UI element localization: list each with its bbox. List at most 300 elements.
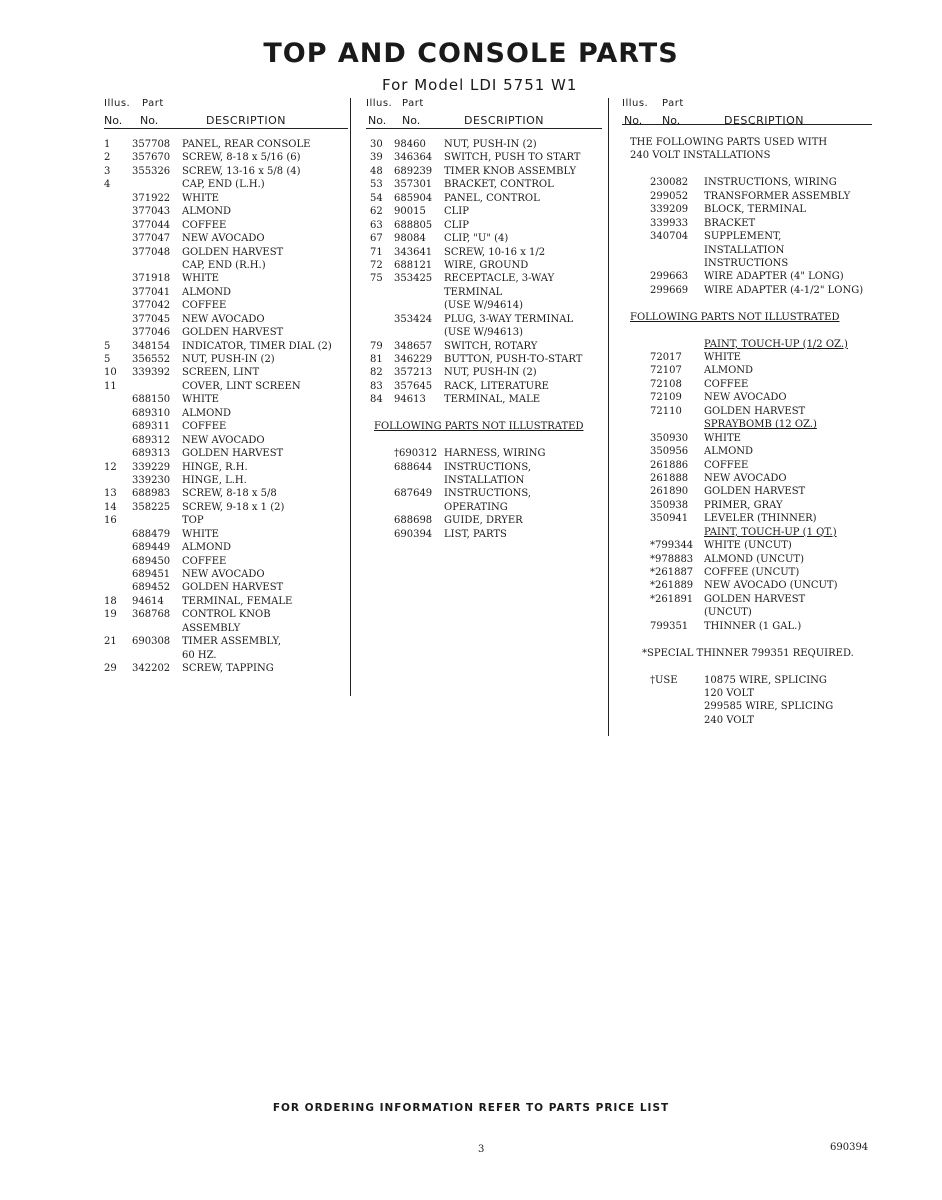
part-description: SPRAYBOMB (12 OZ.)	[704, 419, 817, 431]
part-number: 339392	[132, 367, 171, 379]
header-rule	[622, 124, 872, 125]
parts-row	[104, 259, 348, 272]
parts-row	[622, 244, 872, 257]
part-description: 10875 WIRE, SPLICING	[704, 674, 827, 686]
parts-row	[366, 514, 602, 527]
part-number: 339229	[132, 461, 171, 473]
parts-row	[366, 299, 602, 312]
illus-no-header: No.	[104, 114, 123, 127]
part-number: 339209	[650, 204, 689, 216]
part-description: COFFEE	[182, 555, 227, 567]
part-description: GOLDEN HARVEST	[704, 405, 806, 417]
part-number: 72107	[650, 365, 682, 377]
column-divider	[608, 98, 609, 736]
part-number: 357708	[132, 139, 171, 150]
part-number: 355326	[132, 165, 171, 177]
part-description: WIRE ADAPTER (4" LONG)	[704, 271, 844, 283]
part-description: BRACKET	[704, 217, 756, 229]
parts-row	[622, 324, 872, 337]
part-header: Part	[662, 98, 684, 109]
parts-list	[104, 138, 348, 676]
parts-row	[366, 340, 602, 353]
part-description: ASSEMBLY	[182, 622, 241, 634]
parts-row	[104, 178, 348, 191]
illus-number: 10	[104, 367, 117, 379]
parts-row	[366, 138, 602, 151]
part-number: 261890	[650, 486, 689, 498]
parts-row	[366, 165, 602, 178]
parts-row	[622, 351, 872, 364]
part-description: PRIMER, GRAY	[704, 499, 783, 511]
part-number: 357645	[394, 380, 433, 392]
parts-row	[622, 284, 872, 297]
part-number: 688150	[132, 394, 171, 406]
illus-number: 84	[370, 394, 383, 406]
part-description: CAP, END (L.H.)	[182, 179, 265, 191]
part-description: TRANSFORMER ASSEMBLY	[704, 190, 851, 202]
part-number: 348657	[394, 340, 433, 352]
parts-row	[104, 420, 348, 433]
part-number: 348154	[132, 340, 171, 352]
part-description: CLIP	[444, 219, 469, 231]
part-description: ALMOND	[182, 206, 232, 218]
parts-row	[622, 606, 872, 619]
parts-row	[622, 620, 872, 633]
part-description: CLIP	[444, 206, 469, 218]
illus-number: 62	[370, 206, 383, 218]
part-description: GOLDEN HARVEST	[182, 448, 284, 460]
parts-row	[366, 313, 602, 326]
parts-row	[622, 485, 872, 498]
parts-row	[366, 461, 602, 474]
parts-row	[622, 647, 872, 660]
part-number: 357213	[394, 367, 433, 379]
part-description: PLUG, 3-WAY TERMINAL	[444, 313, 574, 325]
part-number: 685904	[394, 192, 433, 204]
part-description: WIRE ADAPTER (4-1/2" LONG)	[704, 284, 864, 296]
parts-row	[622, 297, 872, 310]
part-number: 299052	[650, 190, 689, 202]
parts-row	[366, 366, 602, 379]
parts-list	[366, 138, 602, 541]
document-number: 690394	[830, 1142, 869, 1153]
illus-number: 14	[104, 501, 117, 513]
part-description: INSTRUCTIONS,	[444, 461, 532, 473]
part-number: 90015	[394, 206, 426, 218]
illus-header: Illus.	[622, 98, 649, 109]
part-number: 299663	[650, 271, 689, 283]
parts-row	[622, 432, 872, 445]
parts-row	[104, 555, 348, 568]
part-number: 94614	[132, 595, 164, 607]
part-number: *261891	[650, 593, 694, 605]
part-description: BUTTON, PUSH-TO-START	[444, 354, 583, 365]
part-number: 689449	[132, 542, 171, 554]
part-number: 230082	[650, 177, 689, 189]
part-number: *978883	[650, 553, 694, 565]
part-description: INDICATOR, TIMER DIAL (2)	[182, 340, 332, 352]
section-note: FOLLOWING PARTS NOT ILLUSTRATED	[374, 421, 584, 433]
part-description: (USE W/94614)	[444, 300, 524, 312]
part-description: TERMINAL	[444, 286, 503, 298]
part-number: 688805	[394, 219, 433, 231]
part-description: GUIDE, DRYER	[444, 515, 523, 527]
part-description: ALMOND	[182, 542, 232, 554]
page-title: TOP AND CONSOLE PARTS	[263, 38, 679, 69]
parts-row	[104, 635, 348, 648]
parts-row	[104, 487, 348, 500]
part-number: 688479	[132, 528, 171, 540]
part-number: 72110	[650, 405, 682, 417]
part-description: COFFEE	[182, 421, 227, 433]
parts-row	[622, 687, 872, 700]
part-description: NUT, PUSH-IN (2)	[182, 354, 275, 365]
part-description: COFFEE (UNCUT)	[704, 567, 800, 578]
part-number: *261889	[650, 580, 694, 592]
ordering-footer: FOR ORDERING INFORMATION REFER TO PARTS PRICE LIST	[272, 1102, 670, 1114]
part-description: 60 HZ.	[182, 649, 217, 661]
part-description: PAINT, TOUCH-UP (1 QT.)	[704, 526, 837, 538]
part-description: WHITE	[182, 273, 219, 285]
section-note: *SPECIAL THINNER 799351 REQUIRED.	[642, 647, 854, 659]
parts-row	[104, 581, 348, 594]
part-description: WHITE	[182, 192, 219, 204]
illus-number: 29	[104, 663, 117, 675]
part-description: CONTROL KNOB	[182, 609, 271, 621]
part-description: WIRE, GROUND	[444, 259, 529, 271]
column-header	[622, 98, 872, 130]
part-number: 261888	[650, 472, 689, 484]
part-description: NEW AVOCADO (UNCUT)	[704, 580, 838, 592]
part-number: 98084	[394, 233, 426, 245]
parts-row	[622, 499, 872, 512]
part-description: INSTRUCTIONS, WIRING	[704, 177, 837, 189]
part-description: NUT, PUSH-IN (2)	[444, 139, 537, 150]
part-description: HINGE, R.H.	[182, 461, 248, 473]
parts-row	[104, 165, 348, 178]
parts-column-3	[622, 98, 872, 727]
parts-row	[104, 662, 348, 675]
parts-row	[104, 649, 348, 662]
part-number: 350956	[650, 446, 689, 458]
part-number: 689311	[132, 421, 171, 433]
parts-row	[622, 190, 872, 203]
section-note: THE FOLLOWING PARTS USED WITH	[630, 137, 828, 148]
part-description: GOLDEN HARVEST	[182, 582, 284, 594]
parts-row	[104, 528, 348, 541]
part-description: NEW AVOCADO	[182, 434, 265, 446]
part-number: 350930	[650, 432, 689, 444]
parts-row	[104, 353, 348, 366]
parts-row	[104, 205, 348, 218]
part-description: COFFEE	[182, 219, 227, 231]
part-description: LIST, PARTS	[444, 528, 507, 540]
illus-number: 79	[370, 340, 383, 352]
part-number: 72017	[650, 352, 682, 363]
parts-row	[104, 272, 348, 285]
parts-row	[622, 257, 872, 270]
parts-row	[104, 286, 348, 299]
part-description: OPERATING	[444, 501, 508, 513]
page-number: 3	[478, 1144, 485, 1155]
parts-row	[622, 405, 872, 418]
part-number: 358225	[132, 501, 171, 513]
parts-row	[366, 246, 602, 259]
part-description: SUPPLEMENT,	[704, 231, 782, 243]
parts-row	[104, 138, 348, 151]
part-number: 689452	[132, 582, 171, 594]
part-number: 72109	[650, 392, 682, 404]
part-number: 690308	[132, 636, 171, 648]
part-description: SWITCH, ROTARY	[444, 340, 538, 352]
parts-row	[366, 528, 602, 541]
header-rule	[104, 128, 348, 129]
part-number: *799344	[650, 540, 694, 552]
part-number: 690394	[394, 528, 433, 540]
part-description: 120 VOLT	[704, 687, 755, 699]
description-header: DESCRIPTION	[724, 114, 804, 127]
column-divider	[350, 98, 351, 696]
parts-row	[622, 633, 872, 646]
part-description: SCREW, 13-16 x 5/8 (4)	[182, 165, 301, 177]
illus-number: 83	[370, 380, 383, 392]
part-description: RECEPTACLE, 3-WAY	[444, 273, 555, 285]
parts-row	[622, 378, 872, 391]
parts-row	[622, 714, 872, 727]
part-description: SCREW, 9-18 x 1 (2)	[182, 501, 285, 513]
part-number: 342202	[132, 663, 171, 675]
part-no-header: No.	[662, 114, 681, 127]
part-description: (UNCUT)	[704, 607, 752, 619]
parts-row	[104, 326, 348, 339]
part-description: INSTALLATION	[704, 244, 785, 256]
part-number: 261886	[650, 459, 689, 471]
part-number: 371918	[132, 273, 171, 285]
description-header: DESCRIPTION	[206, 114, 286, 127]
part-number: 688121	[394, 259, 433, 271]
parts-row	[622, 136, 872, 149]
part-number: 689239	[394, 165, 433, 177]
part-number: 371922	[132, 192, 171, 204]
part-no-header: No.	[140, 114, 159, 127]
part-description: INSTALLATION	[444, 474, 525, 486]
part-description: GOLDEN HARVEST	[704, 593, 806, 605]
illus-number: 5	[104, 354, 111, 365]
part-description: WHITE	[704, 432, 741, 444]
illus-number: 12	[104, 461, 117, 473]
parts-row	[366, 501, 602, 514]
part-description: (USE W/94613)	[444, 327, 524, 339]
part-description: INSTRUCTIONS,	[444, 488, 532, 500]
part-description: GOLDEN HARVEST	[182, 327, 284, 339]
parts-row	[104, 541, 348, 554]
part-description: GOLDEN HARVEST	[704, 486, 806, 498]
parts-row	[366, 434, 602, 447]
part-number: 357670	[132, 152, 171, 164]
part-description: RACK, LITERATURE	[444, 380, 549, 392]
part-description: COFFEE	[704, 459, 749, 471]
illus-no-header: No.	[368, 114, 387, 127]
part-number: 353425	[394, 273, 433, 285]
part-number: 688698	[394, 515, 433, 527]
part-description: PANEL, REAR CONSOLE	[182, 139, 311, 150]
column-header	[366, 98, 602, 130]
part-number: 353424	[394, 313, 433, 325]
parts-row	[622, 364, 872, 377]
part-number: 688644	[394, 461, 433, 473]
part-description: ALMOND	[704, 365, 754, 377]
part-number: 377041	[132, 286, 171, 298]
part-description: WHITE (UNCUT)	[704, 540, 792, 552]
parts-row	[104, 246, 348, 259]
illus-no-header: No.	[624, 114, 643, 127]
illus-number: 67	[370, 233, 383, 245]
part-description: WHITE	[182, 394, 219, 406]
part-description: TIMER KNOB ASSEMBLY	[444, 165, 577, 177]
parts-list	[622, 136, 872, 727]
part-number: 377044	[132, 219, 171, 231]
parts-column-1	[104, 98, 348, 676]
model-subtitle: For Model LDI 5751 W1	[382, 76, 578, 94]
parts-row	[622, 176, 872, 189]
part-number: 72108	[650, 378, 682, 390]
parts-row	[622, 163, 872, 176]
part-number: 350938	[650, 499, 689, 511]
parts-row	[104, 568, 348, 581]
part-number: 339933	[650, 217, 689, 229]
illus-number: 19	[104, 609, 117, 621]
part-description: NEW AVOCADO	[182, 569, 265, 580]
part-description: SCREEN, LINT	[182, 367, 260, 379]
part-description: NEW AVOCADO	[704, 472, 787, 484]
part-description: HARNESS, WIRING	[444, 448, 546, 460]
part-description: NEW AVOCADO	[704, 392, 787, 404]
part-number: 689313	[132, 448, 171, 460]
part-description: TIMER ASSEMBLY,	[182, 636, 281, 648]
part-description: PANEL, CONTROL	[444, 192, 540, 204]
column-header	[104, 98, 348, 130]
part-number: 377043	[132, 206, 171, 218]
illus-number: 54	[370, 192, 383, 204]
parts-row	[622, 553, 872, 566]
parts-row	[366, 259, 602, 272]
part-number: 799351	[650, 620, 689, 632]
part-description: WHITE	[182, 528, 219, 540]
illus-number: 21	[104, 636, 117, 648]
part-description: SCREW, 8-18 x 5/16 (6)	[182, 152, 301, 164]
part-number: †USE	[650, 674, 678, 686]
part-description: SWITCH, PUSH TO START	[444, 152, 581, 164]
part-number: 377042	[132, 300, 171, 312]
parts-row	[104, 501, 348, 514]
part-no-header: No.	[402, 114, 421, 127]
parts-row	[366, 380, 602, 393]
part-number: 357301	[394, 179, 433, 191]
parts-row	[622, 203, 872, 216]
part-description: INSTRUCTIONS	[704, 257, 789, 269]
parts-row	[622, 230, 872, 243]
part-description: HINGE, L.H.	[182, 474, 247, 486]
parts-row	[104, 434, 348, 447]
illus-number: 3	[104, 165, 111, 177]
part-number: 689312	[132, 434, 171, 446]
parts-row	[622, 270, 872, 283]
parts-row	[622, 217, 872, 230]
parts-row	[104, 192, 348, 205]
part-number: †690312	[394, 448, 438, 460]
parts-row	[622, 593, 872, 606]
part-number: 299669	[650, 284, 689, 296]
part-number: 94613	[394, 394, 426, 406]
parts-row	[622, 539, 872, 552]
part-description: SCREW, TAPPING	[182, 663, 274, 675]
parts-row	[366, 326, 602, 339]
parts-row	[622, 149, 872, 162]
illus-number: 48	[370, 165, 383, 177]
part-description: TERMINAL, MALE	[444, 394, 541, 406]
parts-row	[104, 151, 348, 164]
parts-row	[104, 622, 348, 635]
parts-row	[622, 391, 872, 404]
illus-number: 82	[370, 367, 383, 379]
part-description: TERMINAL, FEMALE	[182, 595, 293, 607]
illus-number: 18	[104, 595, 117, 607]
part-number: 346364	[394, 152, 433, 164]
illus-number: 39	[370, 152, 383, 164]
parts-row	[366, 474, 602, 487]
illus-number: 16	[104, 515, 117, 527]
part-number: 377047	[132, 233, 171, 245]
part-number: 346229	[394, 354, 433, 365]
part-description: 240 VOLT	[704, 714, 755, 726]
parts-row	[104, 299, 348, 312]
illus-number: 1	[104, 139, 111, 150]
part-description: SCREW, 10-16 x 1/2	[444, 246, 546, 258]
part-number: 377045	[132, 313, 171, 325]
parts-row	[366, 393, 602, 406]
parts-row	[104, 340, 348, 353]
parts-row	[104, 393, 348, 406]
parts-row	[366, 205, 602, 218]
header-rule	[366, 128, 602, 129]
illus-number: 5	[104, 340, 111, 352]
parts-row	[366, 178, 602, 191]
parts-row	[104, 313, 348, 326]
part-description: NEW AVOCADO	[182, 313, 265, 325]
part-number: 377046	[132, 327, 171, 339]
part-description: PAINT, TOUCH-UP (1/2 OZ.)	[704, 338, 848, 350]
parts-row	[366, 151, 602, 164]
part-description: GOLDEN HARVEST	[182, 246, 284, 258]
parts-row	[366, 272, 602, 285]
part-number: 687649	[394, 488, 433, 500]
part-description: THINNER (1 GAL.)	[704, 620, 802, 632]
part-description: ALMOND	[182, 286, 232, 298]
illus-number: 75	[370, 273, 383, 285]
illus-number: 11	[104, 380, 117, 392]
parts-row	[622, 526, 872, 539]
part-description: BRACKET, CONTROL	[444, 179, 554, 191]
parts-row	[622, 472, 872, 485]
part-description: SCREW, 8-18 x 5/8	[182, 488, 277, 500]
illus-header: Illus.	[366, 98, 393, 109]
parts-row	[622, 512, 872, 525]
parts-row	[622, 579, 872, 592]
parts-row	[366, 420, 602, 433]
part-number: 98460	[394, 139, 426, 150]
parts-row	[622, 660, 872, 673]
part-number: 350941	[650, 513, 689, 525]
